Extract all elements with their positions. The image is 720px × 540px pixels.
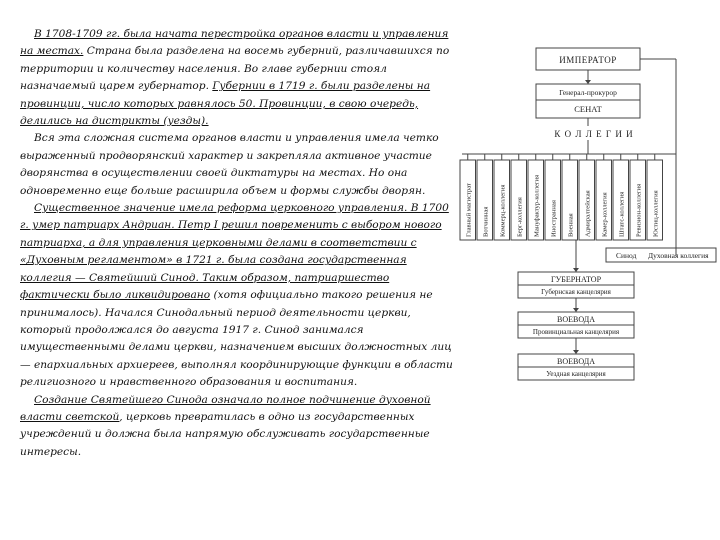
arrow-to-governor	[573, 268, 579, 272]
arrow-to-voevoda-2	[573, 350, 579, 354]
p1-sentence-2: Страна была разделена на восемь губерний, различавшихся по территории и количеству населения.	[20, 45, 450, 75]
governor-label: ГУБЕРНАТОР	[550, 275, 602, 284]
voevoda-2-office-label: Уездная канцелярия	[546, 370, 606, 378]
arrow-to-voevoda-1	[573, 308, 579, 312]
p4-sentence-2: , церковь превратилась в одно из государственных учреждений и должна была напрямую обслуживать государственные интересы.	[20, 410, 430, 458]
arrow-to-senate	[585, 80, 591, 84]
collegium-label: Иностранная	[550, 200, 558, 237]
collegium-label: Адмиралтейская	[584, 190, 592, 237]
collegia-heading: К О Л Л Е Г И И	[554, 129, 634, 139]
procurator-label: Генерал-прокурор	[559, 88, 617, 97]
text-block	[20, 26, 456, 461]
collegium-label: Ревизион-коллегия	[635, 183, 643, 237]
collegium-label: Берг-коллегия	[516, 197, 524, 237]
collegium-label: Штатс-коллегия	[618, 191, 626, 237]
collegium-label: Коммерц-коллегия	[499, 184, 507, 237]
paragraph-3	[20, 200, 456, 391]
collegium-label: Юстиц-коллегия	[652, 190, 660, 237]
paragraph-2	[20, 130, 456, 200]
voevoda-1-office-label: Провинциальная канцелярия	[532, 328, 620, 336]
senate-label: СЕНАТ	[574, 104, 602, 114]
p1-sentence-3: Во главе губернии стоял назначаемый царем губернатор.	[20, 62, 387, 93]
p1-sentence-4: Губернии в 1719 г. были разделены на провинции, число которых равнялось 50. Провинции, в свою очередь, делились на дистрикты (уезды).	[20, 80, 431, 128]
collegium-label: Главный магистрат	[465, 183, 473, 237]
collegium-label: Мануфактур-коллегия	[533, 174, 541, 237]
government-structure-diagram	[456, 44, 718, 390]
p1-sentence-1: В 1708-1709 гг. была начата перестройка органов власти и управления на местах.	[20, 28, 449, 58]
p2-text: Вся эта сложная система органов власти и управления имела четко выраженный продворянский характер и закрепляла активное участие дворянства в осуществлении своей диктатуры на местах. Но она одновременно еще больше расширила объем и формы службы дворян.	[20, 132, 439, 197]
governor-office-label: Губернская канцелярия	[541, 288, 611, 296]
p3-sentence-1: Существенное значение имела реформа церковного управления. В 1700 г. умер патриарх Андриан. Петр I решил повременить с выбором нового патриарха, а для управления церковными делами в соответствии с «Духовным регламентом» в 1721 г. была создана государственная коллегия — Святейший Синод. Таким образом, патриаршество фактически было ликвидировано	[20, 202, 449, 302]
p4-sentence-1: Создание Святейшего Синода означало полное подчинение духовной власти светской	[20, 393, 431, 423]
collegium-label: Камер-коллегия	[601, 192, 609, 237]
voevoda-1-label: ВОЕВОДА	[557, 315, 595, 324]
voevoda-2-label: ВОЕВОДА	[557, 357, 595, 366]
church-collegium-label: Духовная коллегия	[648, 251, 709, 260]
emperor-label: ИМПЕРАТОР	[559, 55, 617, 65]
synod-label: Синод	[616, 251, 637, 260]
paragraph-4	[20, 392, 456, 462]
collegium-label: Вотчинная	[482, 206, 490, 237]
collegium-label: Военная	[567, 213, 575, 237]
paragraph-1	[20, 26, 456, 130]
p3-sentence-2: (хотя официально такого решения не принималось). Начался Синодальный период деятельности церкви, который продолжался до августа 1917 г. Синод занимался имущественными делами церкви, назначением высших должностных лиц — епархиальных архиереев, выполнял координирующие функции в области религиозного и нравственного образования и воспитания.	[20, 289, 453, 389]
